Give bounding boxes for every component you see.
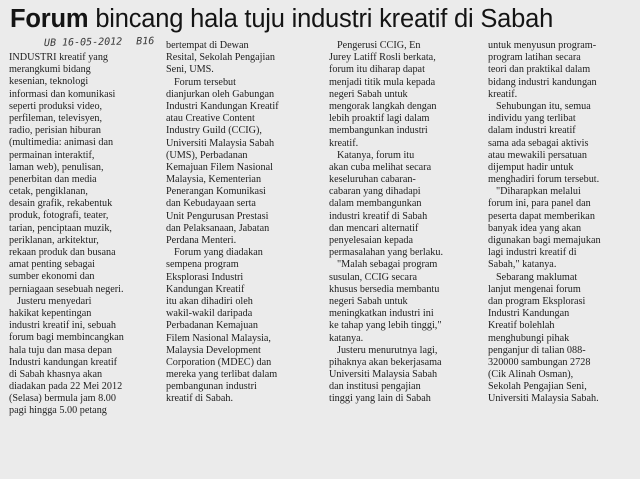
article-line: wakil-wakil daripada bbox=[166, 308, 253, 320]
article-line: lagi industri kreatif di bbox=[488, 247, 577, 259]
article-line: digunakan bagi memajukan bbox=[488, 235, 601, 246]
article-line: banyak idea yang akan bbox=[488, 222, 582, 234]
article-line: kesenian, teknologi bbox=[9, 76, 89, 88]
article-line: mengorak langkah dengan bbox=[329, 100, 437, 112]
article-line: rekaan produk dan busana bbox=[9, 247, 116, 258]
handwritten-clipping-note bbox=[44, 36, 155, 50]
article-line: pihaknya akan bekerjasama bbox=[329, 356, 442, 368]
article-line: Forum tersebut bbox=[174, 76, 236, 88]
article-line: desain grafik, rekabentuk bbox=[9, 198, 113, 210]
article-line: kreatif. bbox=[488, 88, 518, 100]
article-line: Universiti Malaysia Sabah bbox=[329, 369, 438, 381]
article-line: sumber ekonomi dan bbox=[9, 271, 95, 283]
article-line: Seni, UMS. bbox=[166, 64, 214, 76]
article-column-3 bbox=[329, 40, 479, 406]
article-line: dan institusi pengajian bbox=[329, 381, 421, 393]
article-line: penyelesaian kepada bbox=[329, 235, 414, 246]
article-line: menghubungi pihak bbox=[488, 332, 570, 344]
article-line: Perdana Menteri. bbox=[166, 235, 237, 246]
article-line: dijemput hadir untuk bbox=[488, 161, 574, 173]
article-line: Malaysia, Kementerian bbox=[166, 174, 262, 186]
article-line: sama ada sebagai aktivis bbox=[488, 137, 589, 149]
article-line: Corporation (MDEC) dan bbox=[166, 356, 272, 368]
article-line: di Sabah khasnya akan bbox=[9, 368, 103, 380]
article-line: perfileman, televisyen, bbox=[9, 112, 103, 124]
article-line: Eksplorasi Industri bbox=[166, 271, 244, 283]
article-line: industri kreatif ini, sebuah bbox=[9, 320, 116, 332]
article-line: dan program Eksplorasi bbox=[488, 295, 586, 307]
article-line: permainan interaktif, bbox=[9, 149, 95, 161]
article-line: Kemajuan Filem Nasional bbox=[166, 161, 273, 173]
article-line: itu akan dihadiri oleh bbox=[166, 295, 253, 307]
article-line: Universiti Malaysia Sabah bbox=[166, 137, 275, 149]
article-line: membangunkan industri bbox=[329, 125, 428, 137]
article-line: dan Kebudayaan serta bbox=[166, 198, 256, 210]
article-line: meningkatkan industri ini bbox=[329, 308, 434, 320]
article-line: susulan, CCIG secara bbox=[329, 271, 417, 283]
article-line: negeri Sabah untuk bbox=[329, 88, 408, 100]
article-line: "Diharapkan melalui bbox=[496, 186, 581, 198]
article-line: tinggi yang lain di Sabah bbox=[329, 393, 431, 405]
article-line: pagi hingga 5.00 petang bbox=[9, 405, 107, 417]
article-line: dianjurkan oleh Gabungan bbox=[166, 88, 275, 100]
article-line: dan mencari alternatif bbox=[329, 222, 419, 234]
headline-lead: Forum bbox=[10, 5, 89, 33]
article-line: sempena program bbox=[166, 259, 239, 271]
article-line: Perbadanan Kemajuan bbox=[166, 320, 258, 332]
article-line: Jurey Latiff Rosli berkata, bbox=[329, 52, 436, 64]
article-line: 320000 sambungan 2728 bbox=[488, 356, 591, 368]
article-line: Sabah," katanya. bbox=[488, 259, 557, 271]
article-line: penganjur di talian 088- bbox=[488, 344, 586, 356]
article-line: untuk menyusun program- bbox=[488, 40, 597, 51]
article-line: Justeru menurutnya lagi, bbox=[337, 344, 438, 356]
article-line: lanjut mengenai forum bbox=[488, 283, 581, 295]
article-line: forum itu diharap dapat bbox=[329, 64, 425, 76]
article-line: pembangunan industri bbox=[166, 381, 257, 393]
article-line: forum bagi membincangkan bbox=[9, 332, 124, 344]
article-line: dan Pelaksanaan, Jabatan bbox=[166, 222, 270, 234]
article-line: menghadiri forum tersebut. bbox=[488, 174, 600, 186]
article-line: dalam industri kreatif bbox=[488, 125, 576, 137]
article-line: Resital, Sekolah Pengajian bbox=[166, 52, 275, 64]
article-line: industri kreatif di Sabah bbox=[329, 210, 428, 222]
article-line: teori dan praktikal dalam bbox=[488, 64, 591, 76]
article-line: Sebarang maklumat bbox=[496, 271, 578, 283]
article-line: (Selasa) bermula jam 8.00 bbox=[9, 393, 116, 405]
article-line: Unit Pengurusan Prestasi bbox=[166, 210, 269, 222]
article-column-4 bbox=[488, 40, 636, 406]
clipping-page: B16 bbox=[136, 36, 155, 48]
article-line: produk, fotografi, teater, bbox=[9, 210, 109, 222]
article-line: (Cik Alinah Osman), bbox=[488, 369, 574, 381]
article-line: program latihan secara bbox=[488, 52, 581, 64]
article-line: informasi dan komunikasi bbox=[9, 88, 116, 100]
article-line: diadakan pada 22 Mei 2012 bbox=[9, 381, 123, 393]
article-line: dalam membangunkan bbox=[329, 198, 422, 210]
article-line: forum ini, para panel dan bbox=[488, 198, 591, 210]
article-line: laman web), penulisan, bbox=[9, 161, 104, 173]
article-line: atau mewakili persatuan bbox=[488, 149, 588, 161]
headline-rest: bincang hala tuju industri kreatif di Sabah bbox=[95, 5, 554, 33]
clipping-date: UB 16-05-2012 bbox=[43, 36, 123, 49]
article-line: (multimedia: animasi dan bbox=[9, 137, 114, 149]
article-column-1 bbox=[9, 52, 159, 418]
article-line: Kreatif bolehlah bbox=[488, 320, 555, 332]
article-line: Forum yang diadakan bbox=[174, 247, 263, 259]
article-line: Katanya, forum itu bbox=[337, 149, 415, 161]
article-line: Industri Kandungan bbox=[488, 308, 570, 320]
article-line: penerbitan dan media bbox=[9, 173, 97, 185]
article-line: radio, perisian hiburan bbox=[9, 125, 101, 137]
article-line: cetak, pengiklanan, bbox=[9, 186, 88, 198]
article-line: Industry Guild (CCIG), bbox=[166, 125, 262, 137]
article-line: individu yang terlibat bbox=[488, 113, 576, 125]
article-line: hakikat kepentingan bbox=[9, 307, 92, 319]
article-line: akan cuba melihat secara bbox=[329, 161, 432, 173]
article-line: perniagaan sesebuah negeri. bbox=[9, 283, 124, 295]
article-line: mereka yang terlibat dalam bbox=[166, 369, 278, 381]
article-line: Justeru menyedari bbox=[17, 295, 92, 307]
article-line: Malaysia Development bbox=[166, 344, 261, 356]
article-line: keseluruhan cabaran- bbox=[329, 174, 416, 186]
article-line: Universiti Malaysia Sabah. bbox=[488, 393, 599, 405]
article-line: amat penting sebagai bbox=[9, 259, 95, 271]
article-line: merangkumi bidang bbox=[9, 64, 91, 76]
article-line: tarian, penciptaan muzik, bbox=[9, 222, 112, 234]
article-line: hala tuju dan masa depan bbox=[9, 344, 112, 356]
article-line: bidang industri kandungan bbox=[488, 76, 597, 88]
article-line: Industri Kandungan Kreatif bbox=[166, 100, 279, 112]
article-line: Pengerusi CCIG, En bbox=[337, 40, 421, 51]
article-line: bertempat di Dewan bbox=[166, 40, 249, 51]
headline bbox=[10, 2, 635, 36]
article-line: INDUSTRI kreatif yang bbox=[9, 52, 109, 63]
article-line: peserta dapat memberikan bbox=[488, 210, 595, 222]
article-line: lebih proaktif lagi dalam bbox=[329, 113, 430, 125]
article-line: katanya. bbox=[329, 332, 364, 344]
article-line: Penerangan Komunikasi bbox=[166, 186, 266, 198]
article-line: "Malah sebagai program bbox=[337, 259, 438, 271]
article-line: Kandungan Kreatif bbox=[166, 283, 245, 295]
article-line: Sehubungan itu, semua bbox=[496, 100, 591, 112]
article-line: kreatif di Sabah. bbox=[166, 393, 234, 405]
article-line: kreatif. bbox=[329, 137, 359, 149]
article-line: seperti produksi video, bbox=[9, 100, 103, 112]
article-line: menjadi titik mula kepada bbox=[329, 76, 436, 88]
article-line: Filem Nasional Malaysia, bbox=[166, 332, 271, 344]
article-line: khusus bersedia membantu bbox=[329, 283, 440, 295]
article-line: (UMS), Perbadanan bbox=[166, 149, 248, 161]
article-column-2 bbox=[166, 40, 316, 406]
article-line: negeri Sabah untuk bbox=[329, 295, 408, 307]
article-line: Sekolah Pengajian Seni, bbox=[488, 381, 587, 393]
article-line: ke tahap yang lebih tinggi," bbox=[329, 320, 442, 332]
article-line: cabaran yang dihadapi bbox=[329, 186, 421, 198]
article-line: atau Creative Content bbox=[166, 113, 255, 125]
article-line: Industri kandungan kreatif bbox=[9, 356, 118, 368]
article-line: permasalahan yang berlaku. bbox=[329, 247, 443, 259]
article-line: periklanan, arkitektur, bbox=[9, 234, 99, 246]
